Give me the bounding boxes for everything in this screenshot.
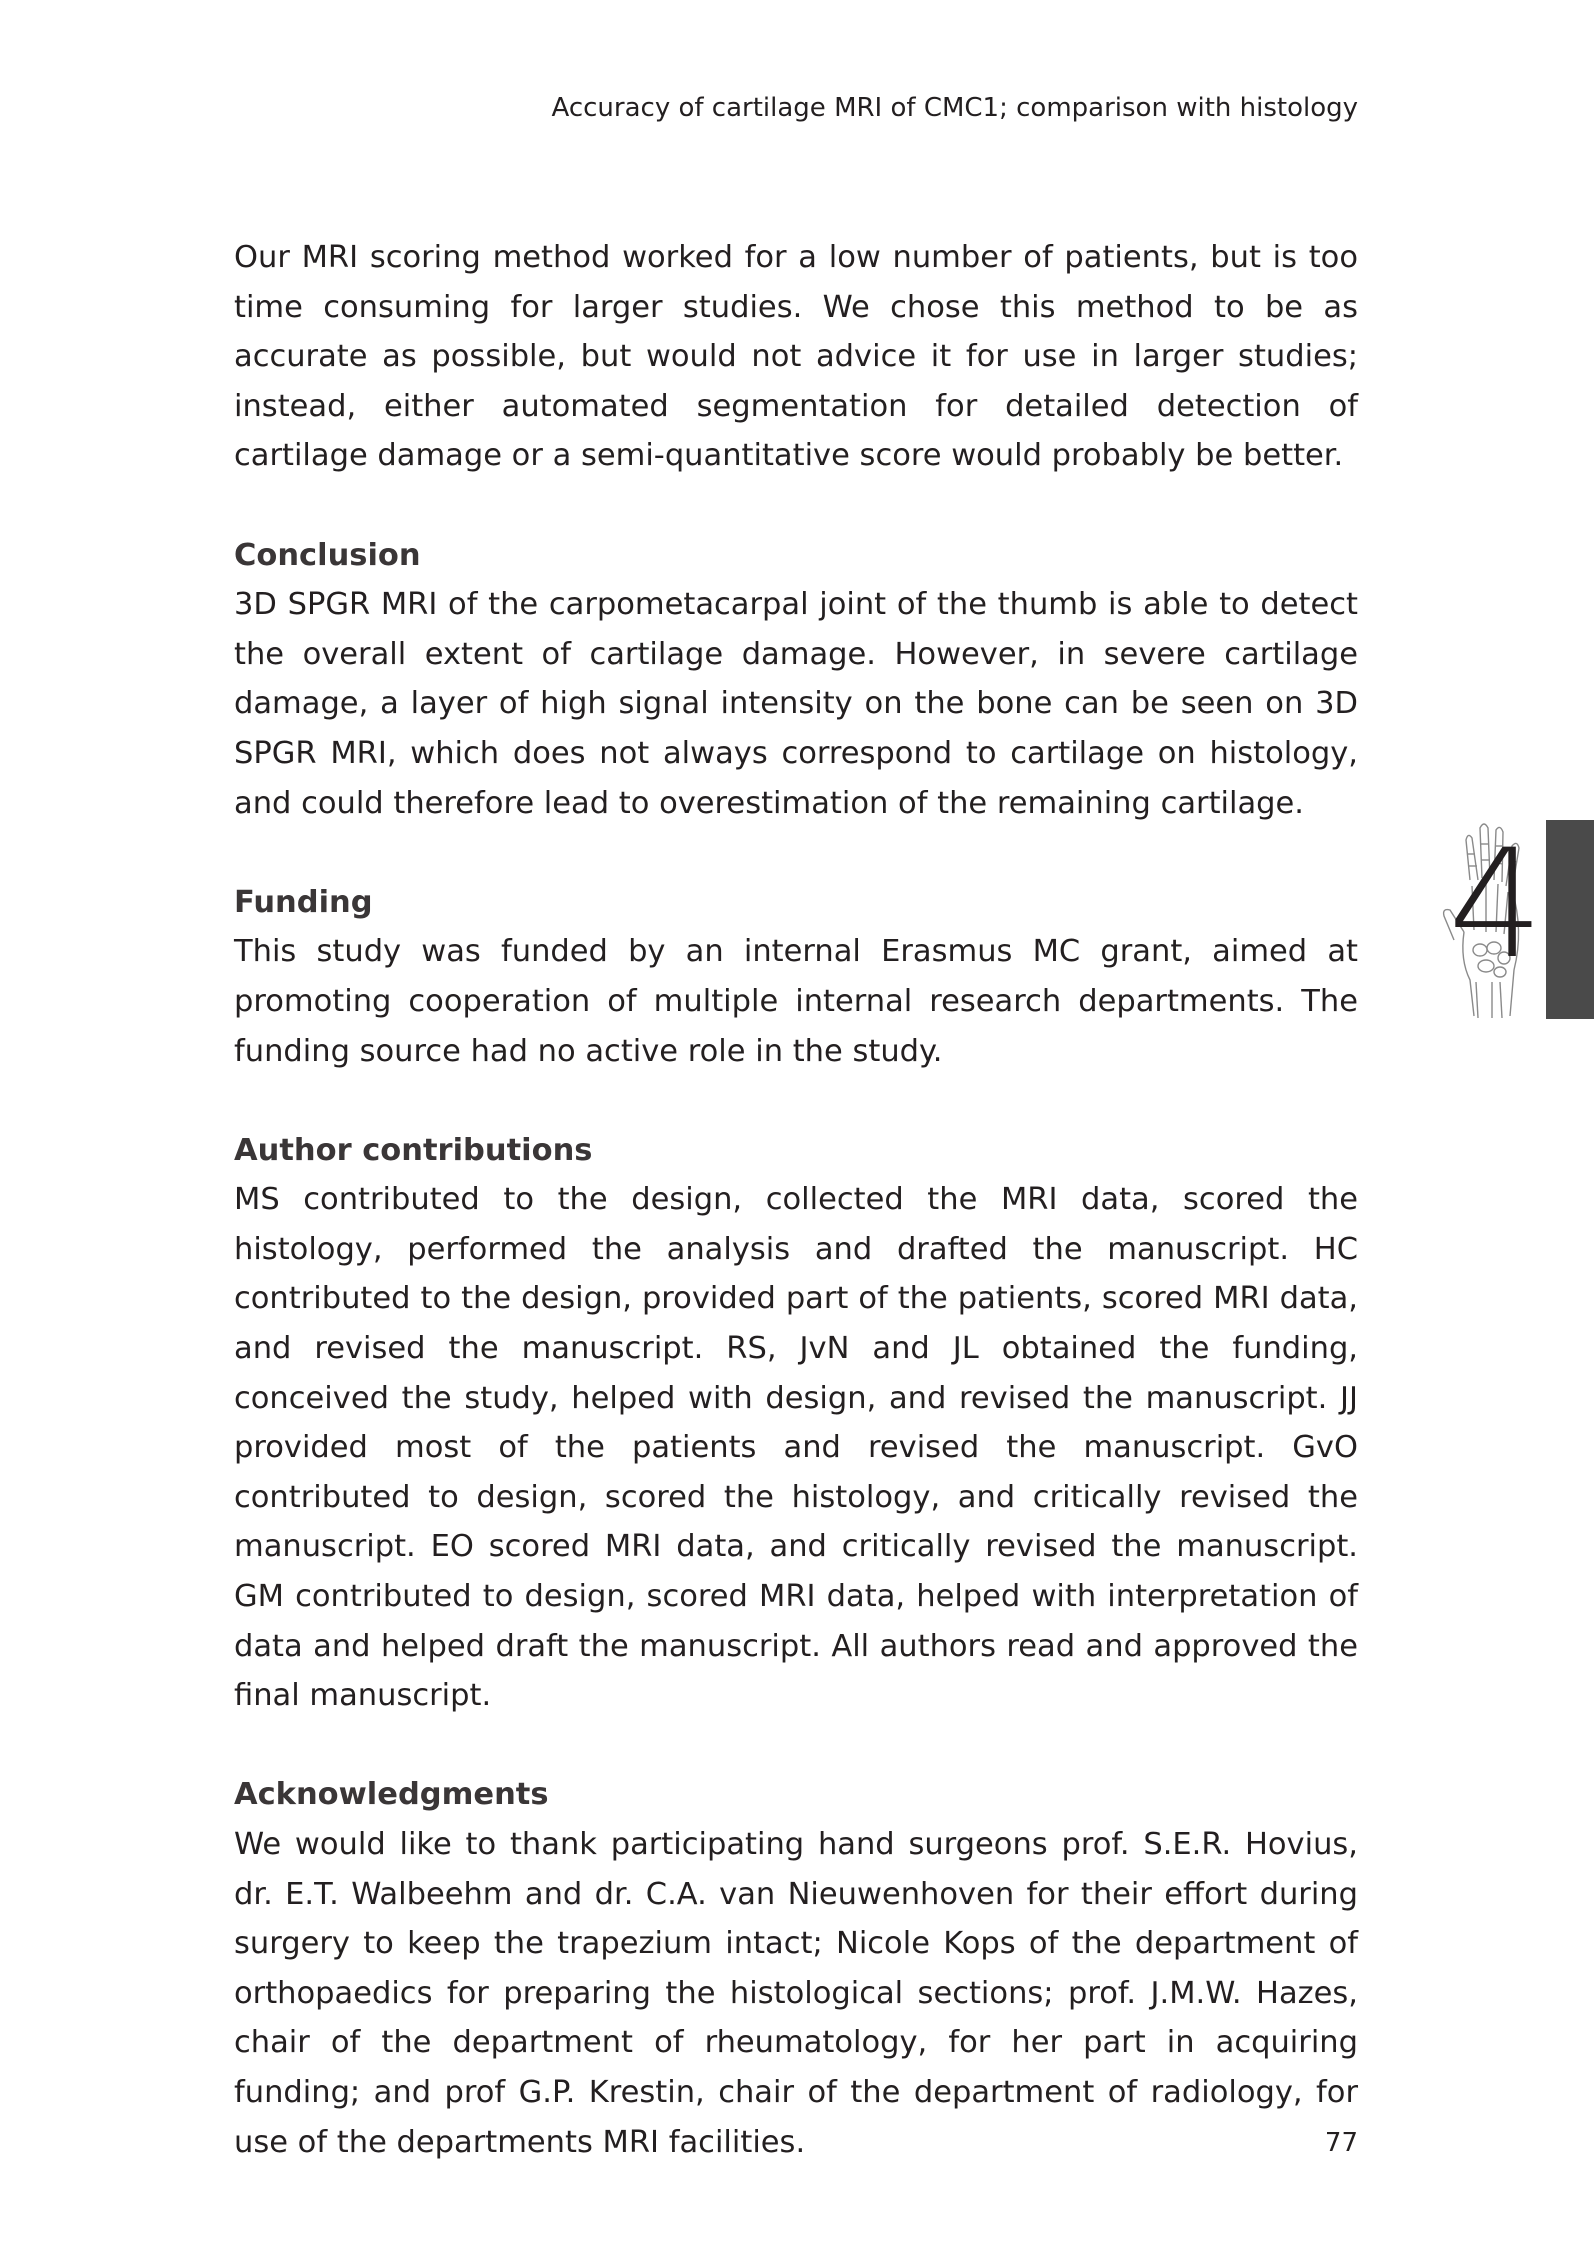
funding-paragraph: This study was funded by an internal Erasmus MC grant, aimed at promoting cooperation of multiple internal research departments. The funding source had no active role in the study. [234,934,1358,1069]
chapter-thumb-tab [1546,820,1594,1019]
acknowledgments-paragraph: We would like to thank participating hand surgeons prof. S.E.R. Hovius, dr. E.T. Walbeehm and dr. C.A. van Nieuwenhoven for their effort during surgery to keep the trapezium intact; Nicole Kops of the department of orthopaedics for preparing the histological sections; prof. J.M.W. Hazes, chair of the department of rheumatology, for her part in acquiring funding; and prof G.P. Krestin, chair of the department of radiology, for use of the departments MRI facilities. [234,1827,1358,2160]
page-body [234,233,1358,2167]
chapter-number: 4 [1448,818,1544,992]
acknowledgments-heading: Acknowledgments [234,1777,549,1813]
section-spacer [234,1721,1358,1771]
section-spacer [234,1076,1358,1126]
author-contributions-heading: Author contributions [234,1132,593,1168]
section-spacer [234,481,1358,531]
section-spacer [234,828,1358,878]
intro-paragraph: Our MRI scoring method worked for a low number of patients, but is too time consuming for larger studies. We chose this method to be as accurate as possible, but would not advice it for use in larger studies; instead, either automated segmentation for detailed detection of cartilage damage or a semi-quantitative score would probably be better. [234,240,1358,474]
running-header: Accuracy of cartilage MRI of CMC1; comparison with histology [551,93,1358,123]
chapter-marker [1440,820,1550,1020]
author-contributions-paragraph: MS contributed to the design, collected the MRI data, scored the histology, performed the analysis and drafted the manuscript. HC contributed to the design, provided part of the patients, scored MRI data, and revised the manuscript. RS, JvN and JL obtained the funding, conceived the study, helped with design, and revised the manuscript. JJ provided most of the patients and revised the manuscript. GvO contributed to design, scored the histology, and critically revised the manuscript. EO scored MRI data, and critically revised the manuscript. GM contributed to design, scored MRI data, helped with interpretation of data and helped draft the manuscript. All authors read and approved the final manuscript. [234,1182,1358,1714]
page-number: 77 [1324,2128,1358,2158]
conclusion-heading: Conclusion [234,537,421,573]
funding-heading: Funding [234,884,373,920]
conclusion-paragraph: 3D SPGR MRI of the carpometacarpal joint of the thumb is able to detect the overall extent of cartilage damage. However, in severe cartilage damage, a layer of high signal intensity on the bone can be seen on 3D SPGR MRI, which does not always correspond to cartilage on histology, and could therefore lead to overestimation of the remaining cartilage. [234,587,1358,821]
